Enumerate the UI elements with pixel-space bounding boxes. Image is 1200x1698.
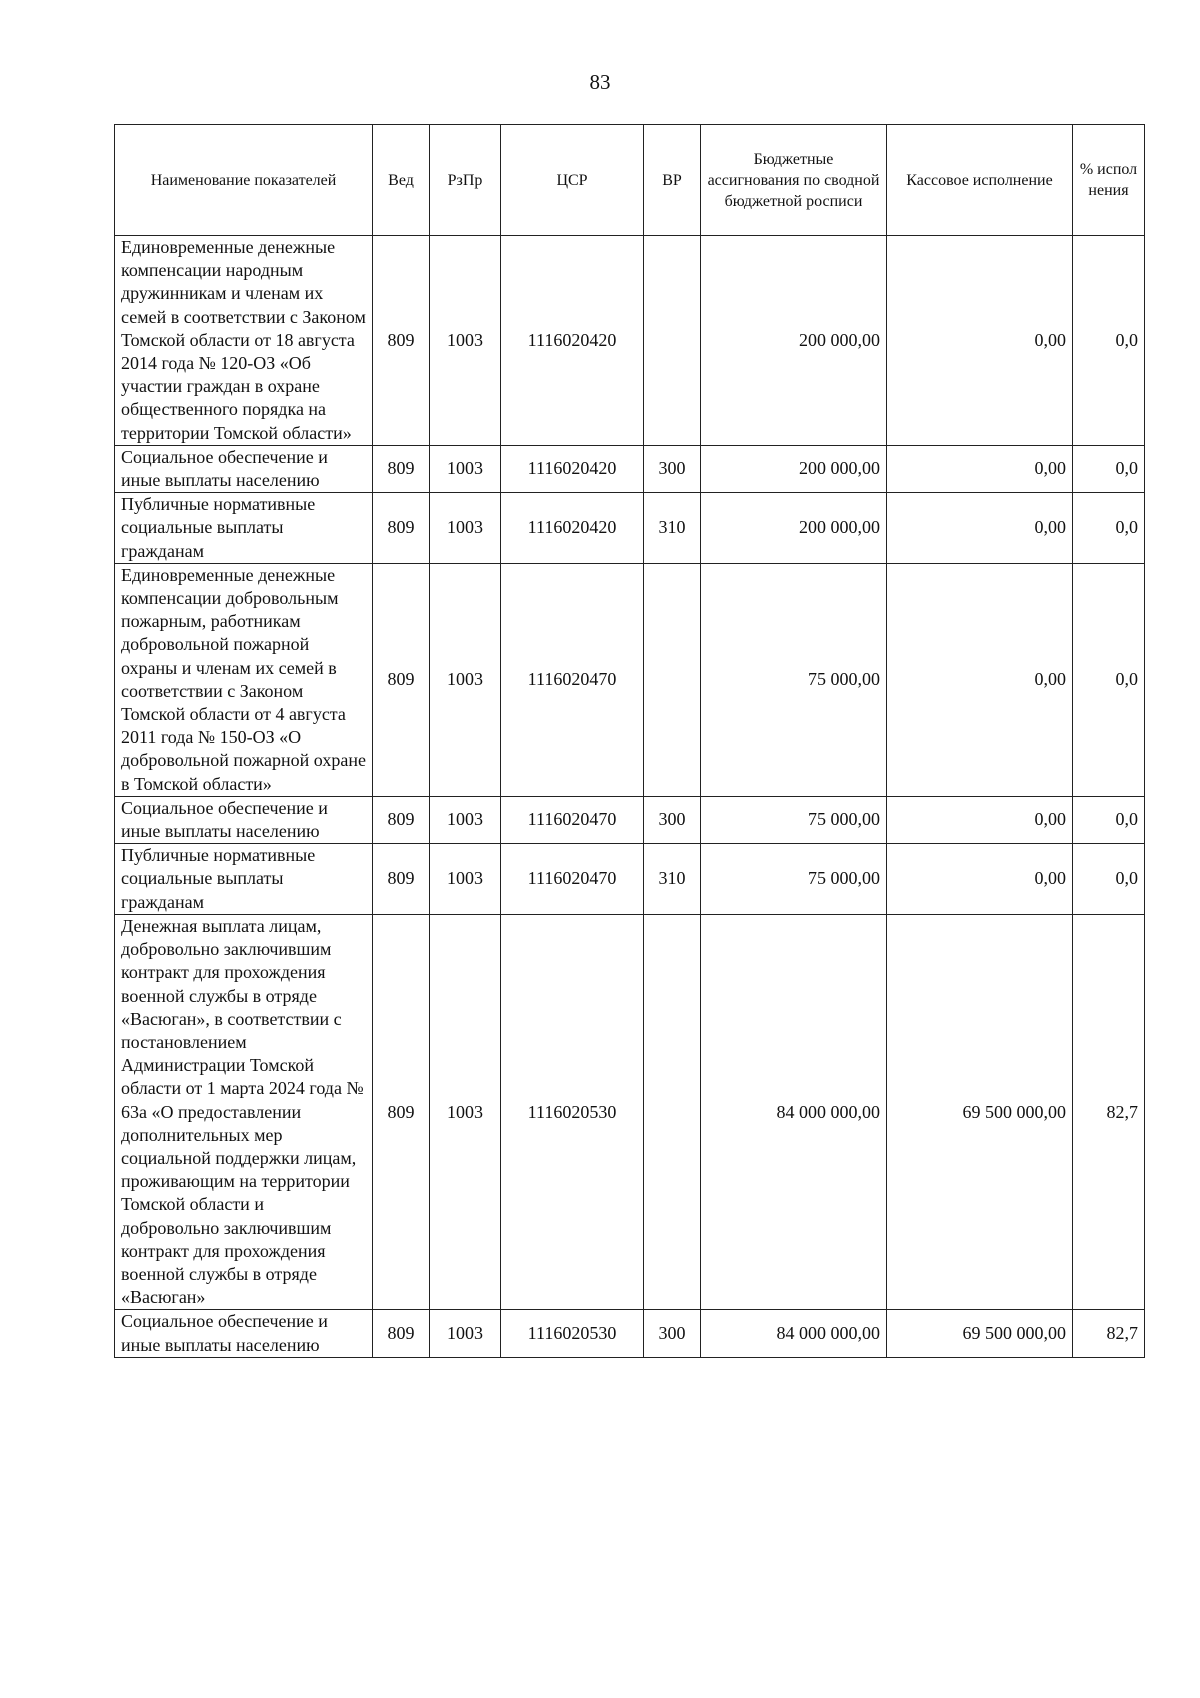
page-number: 83	[589, 70, 611, 94]
row-assigned: 200 000,00	[701, 236, 887, 446]
row-ved: 809	[373, 1310, 430, 1357]
row-vr	[644, 236, 701, 446]
row-percent: 0,0	[1073, 563, 1145, 796]
row-ved: 809	[373, 445, 430, 492]
row-rzpr: 1003	[430, 796, 501, 843]
row-assigned: 84 000 000,00	[701, 914, 887, 1309]
row-name: Единовременные денежные компенсации народным дружинникам и членам их семей в соответствии с Законом Томской области от 18 августа 2014 года № 120-ОЗ «Об участии граждан в охране общественного порядка на территории Томской области»	[115, 236, 373, 446]
row-executed: 0,00	[887, 445, 1073, 492]
header-ved: Вед	[373, 125, 430, 236]
row-rzpr: 1003	[430, 236, 501, 446]
row-csr: 1116020470	[501, 796, 644, 843]
row-percent: 0,0	[1073, 236, 1145, 446]
row-executed: 0,00	[887, 796, 1073, 843]
table-row	[115, 236, 1145, 446]
row-assigned: 200 000,00	[701, 445, 887, 492]
row-percent: 82,7	[1073, 914, 1145, 1309]
row-rzpr: 1003	[430, 493, 501, 564]
row-percent: 82,7	[1073, 1310, 1145, 1357]
header-executed: Кассовое исполнение	[887, 125, 1073, 236]
budget-table	[114, 124, 1145, 1358]
row-executed: 0,00	[887, 844, 1073, 915]
row-ved: 809	[373, 563, 430, 796]
table-row	[115, 1310, 1145, 1357]
row-csr: 1116020420	[501, 493, 644, 564]
row-percent: 0,0	[1073, 796, 1145, 843]
table-row	[115, 445, 1145, 492]
row-csr: 1116020530	[501, 914, 644, 1309]
row-rzpr: 1003	[430, 445, 501, 492]
row-percent: 0,0	[1073, 844, 1145, 915]
row-executed: 0,00	[887, 493, 1073, 564]
row-csr: 1116020530	[501, 1310, 644, 1357]
row-assigned: 200 000,00	[701, 493, 887, 564]
table-row	[115, 493, 1145, 564]
row-executed: 0,00	[887, 236, 1073, 446]
table-row	[115, 796, 1145, 843]
row-name: Публичные нормативные социальные выплаты гражданам	[115, 844, 373, 915]
table-row	[115, 563, 1145, 796]
header-assigned: Бюджетные ассигнования по сводной бюджетной росписи	[701, 125, 887, 236]
row-assigned: 84 000 000,00	[701, 1310, 887, 1357]
header-vr: ВР	[644, 125, 701, 236]
row-csr: 1116020470	[501, 844, 644, 915]
row-rzpr: 1003	[430, 844, 501, 915]
row-assigned: 75 000,00	[701, 796, 887, 843]
row-rzpr: 1003	[430, 1310, 501, 1357]
row-executed: 69 500 000,00	[887, 1310, 1073, 1357]
row-vr: 310	[644, 844, 701, 915]
row-csr: 1116020420	[501, 445, 644, 492]
row-assigned: 75 000,00	[701, 844, 887, 915]
row-vr: 300	[644, 445, 701, 492]
table-row	[115, 844, 1145, 915]
row-ved: 809	[373, 914, 430, 1309]
row-vr: 310	[644, 493, 701, 564]
row-percent: 0,0	[1073, 493, 1145, 564]
header-rzpr: РзПр	[430, 125, 501, 236]
row-name: Социальное обеспечение и иные выплаты населению	[115, 445, 373, 492]
row-executed: 69 500 000,00	[887, 914, 1073, 1309]
row-name: Единовременные денежные компенсации добровольным пожарным, работникам добровольной пожарной охраны и членам их семей в соответствии с Законом Томской области от 4 августа 2011 года № 150-ОЗ «О добровольной пожарной охране в Томской области»	[115, 563, 373, 796]
row-assigned: 75 000,00	[701, 563, 887, 796]
row-rzpr: 1003	[430, 563, 501, 796]
table-header-row	[115, 125, 1145, 236]
row-name: Публичные нормативные социальные выплаты гражданам	[115, 493, 373, 564]
row-csr: 1116020420	[501, 236, 644, 446]
row-vr: 300	[644, 796, 701, 843]
row-rzpr: 1003	[430, 914, 501, 1309]
row-ved: 809	[373, 493, 430, 564]
row-csr: 1116020470	[501, 563, 644, 796]
header-csr: ЦСР	[501, 125, 644, 236]
header-name: Наименование показателей	[115, 125, 373, 236]
row-percent: 0,0	[1073, 445, 1145, 492]
row-ved: 809	[373, 796, 430, 843]
row-ved: 809	[373, 236, 430, 446]
row-vr	[644, 914, 701, 1309]
row-executed: 0,00	[887, 563, 1073, 796]
row-vr: 300	[644, 1310, 701, 1357]
row-name: Социальное обеспечение и иные выплаты населению	[115, 1310, 373, 1357]
row-ved: 809	[373, 844, 430, 915]
row-name: Социальное обеспечение и иные выплаты населению	[115, 796, 373, 843]
row-name: Денежная выплата лицам, добровольно заключившим контракт для прохождения военной службы в отряде «Васюган», в соответствии с постановлением Администрации Томской области от 1 марта 2024 года № 63а «О предоставлении дополнительных мер социальной поддержки лицам, проживающим на территории Томской области и добровольно заключившим контракт для прохождения военной службы в отряде «Васюган»	[115, 914, 373, 1309]
row-vr	[644, 563, 701, 796]
header-percent: % испол нения	[1073, 125, 1145, 236]
table-row	[115, 914, 1145, 1309]
